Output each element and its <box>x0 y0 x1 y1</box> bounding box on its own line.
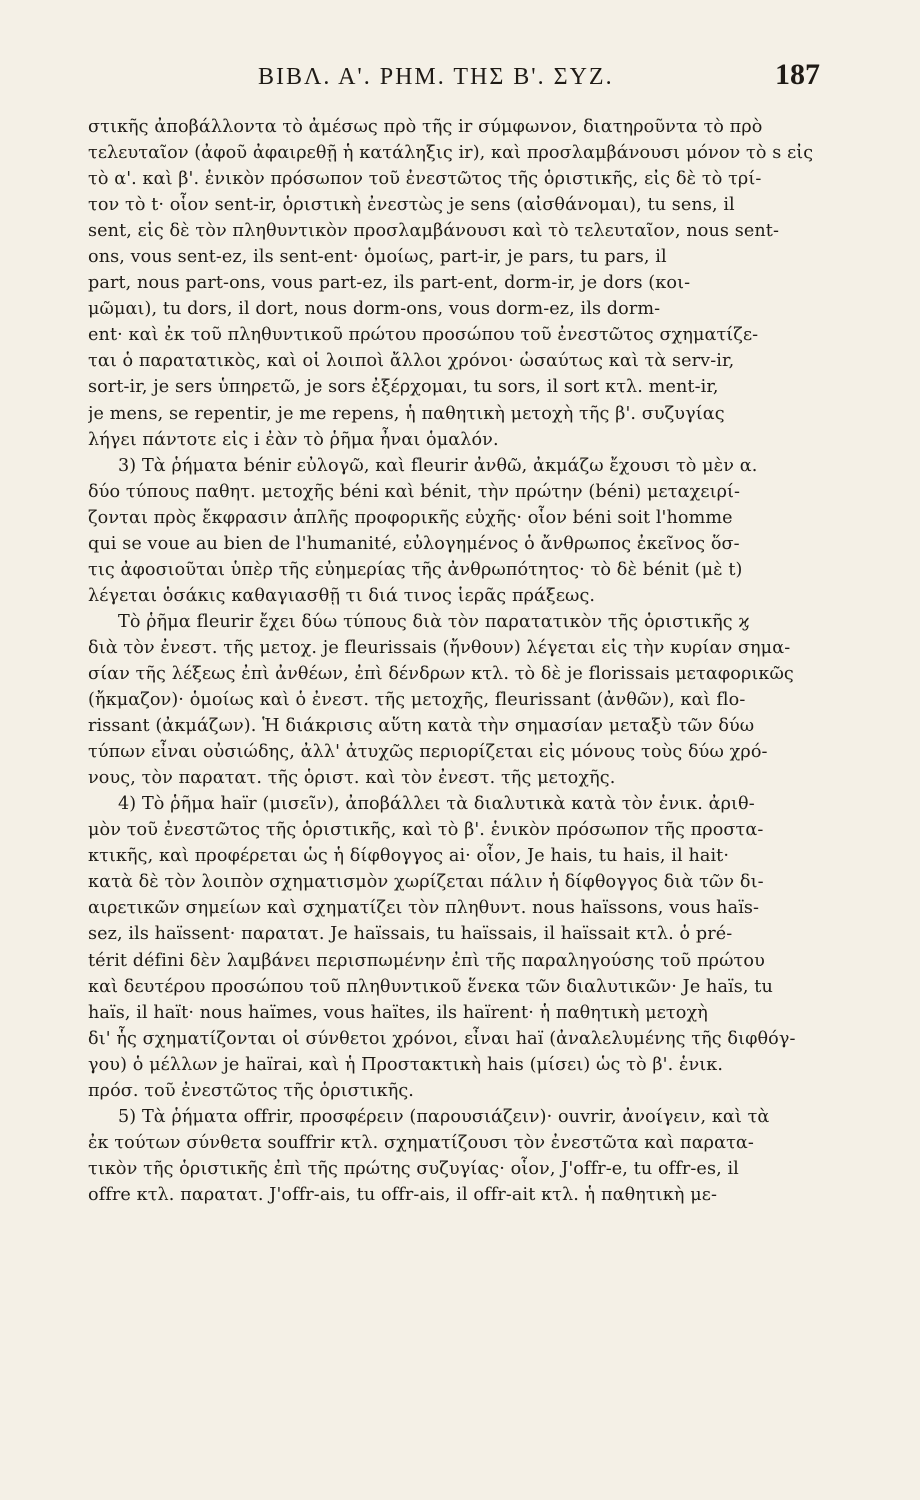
text-line: τον τὸ t· οἷον sent-ir, ὁριστικὴ ἐνεστὼς je sens (αἰσθάνομαι), tu sens, il <box>88 195 735 216</box>
text-line: 4) Τὸ ῥῆμα haïr (μισεῖν), ἀποβάλλει τὰ διαλυτικὰ κατὰ τὸν ἑνικ. ἀριθ- <box>118 794 755 815</box>
text-line: πρόσ. τοῦ ἐνεστῶτος τῆς ὁριστικῆς. <box>88 1080 414 1101</box>
text-line: λέγεται ὁσάκις καθαγιασθῇ τι διά τινος ἱερᾶς πράξεως. <box>88 585 596 606</box>
text-line: κατὰ δὲ τὸν λοιπὸν σχηματισμὸν χωρίζεται πάλιν ἡ δίφθογγος διὰ τῶν δι- <box>88 872 764 893</box>
paragraph-1 <box>88 114 822 453</box>
text-line: δι' ἧς σχηματίζονται οἱ σύνθετοι χρόνοι, εἶναι haï (ἀναλελυμένης τῆς διφθόγ- <box>88 1028 796 1049</box>
body-text <box>88 114 822 1208</box>
text-line: ent· καὶ ἐκ τοῦ πληθυντικοῦ πρώτου προσώπου τοῦ ἐνεστῶτος σχηματίζε- <box>88 325 759 346</box>
paragraph-5 <box>88 1104 822 1208</box>
text-line: ons, vous sent-ez, ils sent-ent· ὁμοίως, part-ir, je pars, tu pars, il <box>88 247 667 268</box>
text-line: τύπων εἶναι οὐσιώδης, ἀλλ' ἀτυχῶς περιορίζεται εἰς μόνους τοὺς δύω χρό- <box>88 742 768 763</box>
text-line: τικὸν τῆς ὁριστικῆς ἐπὶ τῆς πρώτης συζυγίας· οἷον, J'offr-e, tu offr-es, il <box>88 1158 739 1179</box>
page-number: 187 <box>775 58 820 91</box>
text-line: sort-ir, je sers ὑπηρετῶ, je sors ἐξέρχομαι, tu sors, il sort κτλ. ment-ir, <box>88 377 719 398</box>
text-line: ται ὁ παρατατικὸς, καὶ οἱ λοιποὶ ἄλλοι χρόνοι· ὡσαύτως καὶ τὰ serv-ir, <box>88 351 735 372</box>
running-title: ΒΙΒΛ. Α'. ΡΗΜ. ΤΗΣ Β'. ΣΥΖ. <box>258 64 614 90</box>
text-line: térit défini δὲν λαμβάνει περισπωμένην ἐπὶ τῆς παραληγούσης τοῦ πρώτου <box>88 950 765 971</box>
text-line: ἐκ τούτων σύνθετα souffrir κτλ. σχηματίζουσι τὸν ἐνεστῶτα καὶ παρατα- <box>88 1132 754 1153</box>
text-line: (ἤκμαζον)· ὁμοίως καὶ ὁ ἐνεστ. τῆς μετοχῆς, fleurissant (ἀνθῶν), καὶ flo- <box>88 690 746 711</box>
text-line: γου) ὁ μέλλων je haïrai, καὶ ἡ Προστακτικὴ hais (μίσει) ὡς τὸ β'. ἑνικ. <box>88 1054 724 1075</box>
text-line: Τὸ ῥῆμα fleurir ἔχει δύω τύπους διὰ τὸν παρατατικὸν τῆς ὁριστικῆς ϗ <box>118 611 750 632</box>
text-line: λήγει πάντοτε εἰς i ἐὰν τὸ ῥῆμα ἦναι ὁμαλόν. <box>88 429 499 450</box>
paragraph-3 <box>88 609 822 791</box>
paragraph-2 <box>88 453 822 609</box>
text-line: σίαν τῆς λέξεως ἐπὶ ἀνθέων, ἐπὶ δένδρων κτλ. τὸ δὲ je florissais μεταφορικῶς <box>88 663 794 684</box>
text-line: offre κτλ. παρατατ. J'offr-ais, tu offr-ais, il offr-ait κτλ. ἡ παθητικὴ με- <box>88 1184 718 1205</box>
text-line: sent, εἰς δὲ τὸν πληθυντικὸν προσλαμβάνουσι καὶ τὸ τελευταῖον, nous sent- <box>88 221 780 242</box>
text-line: ζονται πρὸς ἔκφρασιν ἁπλῆς προφορικῆς εὐχῆς· οἷον béni soit l'homme <box>88 507 733 528</box>
text-line: haïs, il haït· nous haïmes, vous haïtes, ils haïrent· ἡ παθητικὴ μετοχὴ <box>88 1002 708 1023</box>
paragraph-4 <box>88 791 822 1104</box>
text-line: 5) Τὰ ῥήματα offrir, προσφέρειν (παρουσιάζειν)· ouvrir, ἀνοίγειν, καὶ τὰ <box>118 1106 770 1127</box>
running-head <box>90 58 820 102</box>
text-line: στικῆς ἀποβάλλοντα τὸ ἀμέσως πρὸ τῆς ir σύμφωνον, διατηροῦντα τὸ πρὸ <box>88 117 763 137</box>
text-line: μῶμαι), tu dors, il dort, nous dorm-ons, vous dorm-ez, ils dorm- <box>88 299 661 320</box>
text-line: αιρετικῶν σημείων καὶ σχηματίζει τὸν πληθυντ. nous haïssons, vous haïs- <box>88 898 760 919</box>
text-line: καὶ δευτέρου προσώπου τοῦ πληθυντικοῦ ἕνεκα τῶν διαλυτικῶν· Je haïs, tu <box>88 976 773 997</box>
text-line: sez, ils haïssent· παρατατ. Je haïssais, tu haïssais, il haïssait κτλ. ὁ pré- <box>88 924 733 945</box>
text-line: δύο τύπους παθητ. μετοχῆς béni καὶ bénit, τὴν πρώτην (béni) μεταχειρί- <box>88 481 741 502</box>
text-line: νους, τὸν παρατατ. τῆς ὁριστ. καὶ τὸν ἐνεστ. τῆς μετοχῆς. <box>88 768 616 789</box>
text-line: κτικῆς, καὶ προφέρεται ὡς ἡ δίφθογγος ai· οἷον, Je hais, tu hais, il hait· <box>88 846 730 867</box>
text-line: rissant (ἀκμάζων). Ἡ διάκρισις αὕτη κατὰ τὴν σημασίαν μεταξὺ τῶν δύω <box>88 716 755 737</box>
text-line: μὸν τοῦ ἐνεστῶτος τῆς ὁριστικῆς, καὶ τὸ β'. ἑνικὸν πρόσωπον τῆς προστα- <box>88 820 764 841</box>
text-line: qui se voue au bien de l'humanité, εὐλογημένος ὁ ἄνθρωπος ἐκεῖνος ὅσ- <box>88 533 740 554</box>
text-line: τὸ α'. καὶ β'. ἑνικὸν πρόσωπον τοῦ ἐνεστῶτος τῆς ὁριστικῆς, εἰς δὲ τὸ τρί- <box>88 169 762 190</box>
text-line: 3) Τὰ ῥήματα bénir εὐλογῶ, καὶ fleurir ἀνθῶ, ἀκμάζω ἔχουσι τὸ μὲν α. <box>118 455 758 476</box>
text-line: τις ἀφοσιοῦται ὑπὲρ τῆς εὐημερίας τῆς ἀνθρωπότητος· τὸ δὲ bénit (μὲ t) <box>88 559 743 580</box>
text-line: je mens, se repentir, je me repens, ἡ παθητικὴ μετοχὴ τῆς β'. συζυγίας <box>88 403 725 424</box>
text-line: τελευταῖον (ἀφοῦ ἀφαιρεθῇ ἡ κατάληξις ir), καὶ προσλαμβάνουσι μόνον τὸ s εἰς <box>88 143 814 164</box>
text-line: διὰ τὸν ἐνεστ. τῆς μετοχ. je fleurissais (ἤνθουν) λέγεται εἰς τὴν κυρίαν σημα- <box>88 637 791 658</box>
text-line: part, nous part-ons, vous part-ez, ils part-ent, dorm-ir, je dors (κοι- <box>88 273 691 294</box>
